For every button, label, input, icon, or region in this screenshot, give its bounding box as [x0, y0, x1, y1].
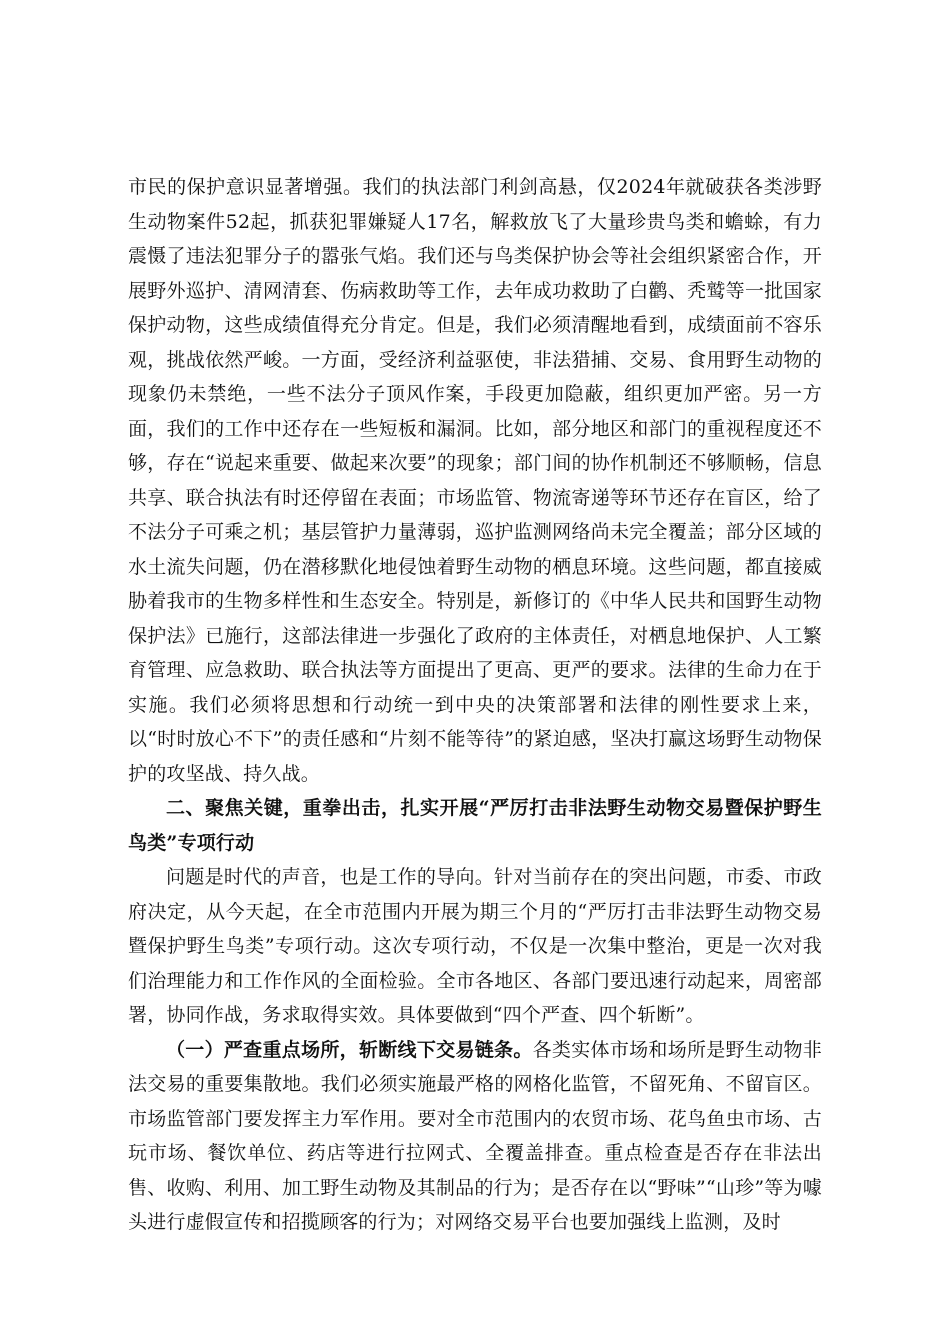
document-body — [128, 170, 822, 1240]
subsection-one-lead: （一）严查重点场所，斩断线下交易链条。 — [166, 1038, 533, 1061]
section-heading-two: 二、聚焦关键，重拳出击，扎实开展“严厉打击非法野生动物交易暨保护野生鸟类”专项行动 — [128, 797, 822, 854]
subsection-one-text: 各类实体市场和场所是野生动物非法交易的重要集散地。我们必须实施最严格的网格化监管，不留死角、不留盲区。市场监管部门要发挥主力军作用。要对全市范围内的农贸市场、花鸟鱼虫市场、古玩市场、餐饮单位、药店等进行拉网式、全覆盖排查。重点检查是否存在非法出售、收购、利用、加工野生动物及其制品的行为；是否存在以“野味”“山珍”等为噱头进行虚假宣传和招揽顾客的行为；对网络交易平台也要加强线上监测，及时 — [128, 1038, 822, 1233]
paragraph-subsection-one — [128, 1033, 822, 1240]
paragraph-intro-continuation: 市民的保护意识显著增强。我们的执法部门利剑高悬，仅2024年就破获各类涉野生动物案件52起，抓获犯罪嫌疑人17名，解救放飞了大量珍贵鸟类和蟾蜍，有力震慑了违法犯罪分子的嚣张气焰。我们还与鸟类保护协会等社会组织紧密合作，开展野外巡护、清网清套、伤病救助等工作，去年成功救助了白鹳、秃鹫等一批国家保护动物，这些成绩值得充分肯定。但是，我们必须清醒地看到，成绩面前不容乐观，挑战依然严峻。一方面，受经济利益驱使，非法猎捕、交易、食用野生动物的现象仍未禁绝，一些不法分子顶风作案，手段更加隐蔽，组织更加严密。另一方面，我们的工作中还存在一些短板和漏洞。比如，部分地区和部门的重视程度还不够，存在“说起来重要、做起来次要”的现象；部门间的协作机制还不够顺畅，信息共享、联合执法有时还停留在表面；市场监管、物流寄递等环节还存在盲区，给了不法分子可乘之机；基层管护力量薄弱，巡护监测网络尚未完全覆盖；部分区域的水土流失问题，仍在潜移默化地侵蚀着野生动物的栖息环境。这些问题，都直接威胁着我市的生物多样性和生态安全。特别是，新修订的《中华人民共和国野生动物保护法》已施行，这部法律进一步强化了政府的主体责任，对栖息地保护、人工繁育管理、应急救助、联合执法等方面提出了更高、更严的要求。法律的生命力在于实施。我们必须将思想和行动统一到中央的决策部署和法律的刚性要求上来，以“时时放心不下”的责任感和“片刻不能等待”的紧迫感，坚决打赢这场野生动物保护的攻坚战、持久战。 — [128, 176, 822, 785]
paragraph-section-two-intro: 问题是时代的声音，也是工作的导向。针对当前存在的突出问题，市委、市政府决定，从今天起，在全市范围内开展为期三个月的“严厉打击非法野生动物交易暨保护野生鸟类”专项行动。这次专项行动，不仅是一次集中整治，更是一次对我们治理能力和工作作风的全面检验。全市各地区、各部门要迅速行动起来，周密部署，协同作战，务求取得实效。具体要做到“四个严查、四个斩断”。 — [128, 866, 822, 1026]
